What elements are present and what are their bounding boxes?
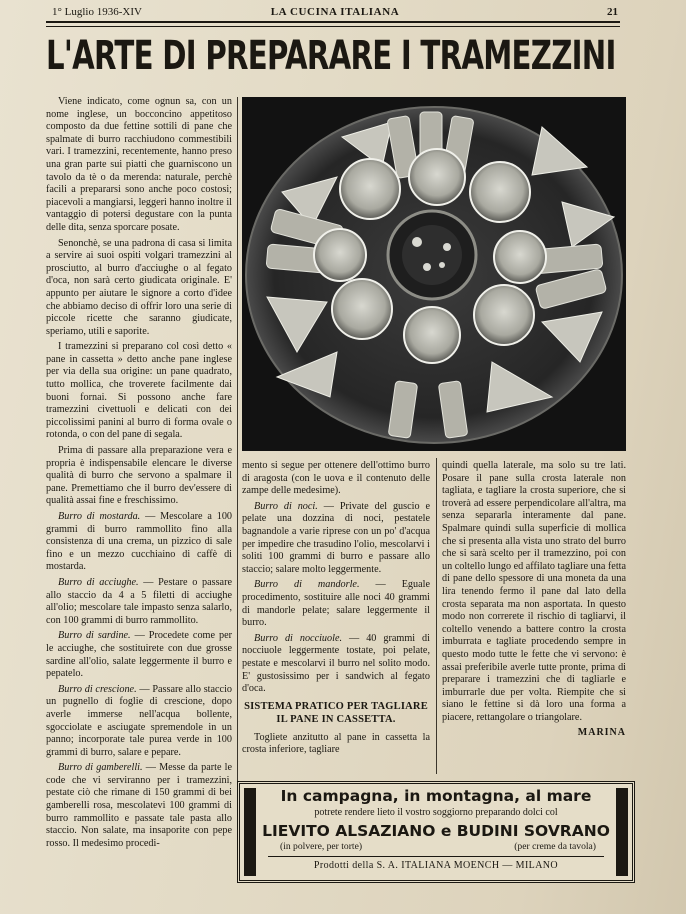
section-heading: SISTEMA PRATICO PER TAGLIARE IL PANE IN CASSETTA. bbox=[244, 700, 428, 725]
paragraph-taglio: Togliete anzitutto al pane in cassetta la crosta inferiore, tagliare bbox=[242, 731, 430, 756]
recipe-name: Burro di noci. bbox=[254, 500, 318, 512]
recipe-burro-mostarda bbox=[46, 511, 232, 574]
recipe-name: Burro di acciughe. bbox=[58, 576, 139, 588]
recipe-burro-crescione bbox=[46, 684, 232, 760]
recipe-name: Burro di mandorle. bbox=[254, 579, 360, 591]
ad-note-lievito: (in polvere, per torte) bbox=[280, 841, 363, 852]
magazine-name: LA CUCINA ITALIANA bbox=[270, 6, 400, 18]
ad-products: LIEVITO ALSAZIANO e BUDINI SOVRANO bbox=[262, 822, 610, 840]
paragraph-padrona: Senonchè, se una padrona di casa si limita a servire ai suoi ospiti volgari tramezzini al prosciutto, al burro d'acciughe o al fegato d'oca, non sarà certo giudicata originale. E' appunto per aiutare le signore a corto d'idee che abbiamo deciso di offrir loro una serie di piccole ricette che saranno giudicate, speriamo, utili e saporite. bbox=[46, 237, 232, 337]
article-title: L'ARTE DI PREPARARE I TRAMEZZINI bbox=[46, 33, 616, 79]
ad-footer: Prodotti della S. A. ITALIANA MOENCH — MILANO bbox=[313, 860, 559, 871]
tramezzini-platter-photo bbox=[242, 97, 626, 451]
recipe-burro-noci bbox=[242, 501, 430, 577]
recipe-text: — Private del guscio e pelate una dozzina di noci, pestatele bagnandole a varie riprese con un po' d'acqua per impedire che trasudino l'olio, mescolarvi i soliti 100 grammi di burro e passare allo staccio; salare molto leggermente. bbox=[242, 500, 430, 575]
recipe-name: Burro di sardine. bbox=[58, 630, 131, 642]
article-column-3 bbox=[442, 460, 626, 776]
paragraph-taglio-continuation: quindi quella laterale, ma solo su tre lati. Posare il pane sulla crosta laterale non tagliata, e tagliare la crosta superiore, che si troverà ad essere perpendicolare all'altra, ma senza separarla interamente dal pane. Spalmare quindi sulla superficie di mollica che si presenta alla vista uno strato del burro che si sarà scelto per il tramezzino, poi con un coltello lungo ed affilato tagliare una fetta di pane dello spessore di una moneta da una lira tenendo fermo il pane dal lato della crosta separata ma non asportata. In questo modo non correrete il rischio di tagliarvi, il coltello venendo a battere contro la crosta imburrata e tagliate procedendo sempre in questo modo tutte le fette che vi servono: è assai preferibile averle tutte pronte, prima di preparare i tramezzini che di tagliarle e imburrarle due per volta. Riempite che si siano le fettine si dà loro una forma a piacere, rettangolare o triangolare. bbox=[442, 460, 626, 723]
recipe-text: — Pestare o passare allo staccio da 4 a 5 filetti di acciughe all'olio; mescolare tale impasto senza salarlo, con 100 grammi di burro rammollito. bbox=[46, 576, 232, 626]
header-rule-thin bbox=[46, 26, 620, 27]
issue-date: 1° Luglio 1936-XIV bbox=[52, 6, 142, 18]
paragraph-burro-intro: Prima di passare alla preparazione vera e propria è indispensabile elencare le diverse qualità di burro che servono a spalmare il pane. Premettiamo che il burro dev'essere di qualità assai fine e freschissimo. bbox=[46, 445, 232, 507]
header-rule bbox=[46, 21, 620, 23]
recipe-burro-acciughe bbox=[46, 577, 232, 627]
advertisement-box bbox=[237, 781, 635, 883]
recipe-text: — Eguale procedimento, sostituire alle noci 40 grammi di mandorle pelate; salare leggermente il burro. bbox=[242, 579, 430, 629]
recipe-burro-mandorle bbox=[242, 579, 430, 629]
ad-headline: In campagna, in montagna, al mare bbox=[280, 787, 592, 805]
ad-divider bbox=[268, 856, 604, 857]
ad-right-bar bbox=[616, 788, 628, 876]
paragraph-intro: Viene indicato, come ognun sa, con un nome inglese, un bocconcino appetitoso composto da due fettine sottili di pane che spalmate di burro racchiudono commestibili vari. I tramezzini, recentemente, hanno preso una gran parte sui piatti che guarniscono un tavolo da tè o da merenda: naturale, perchè facili a prepararsi sono anche poco costosi; piacevoli a mangiarsi, leggeri hanno inoltre il vantaggio di potersi degustare con la punta delle dita, senza sporcare posate. bbox=[46, 96, 232, 233]
paragraph-pane-in-cassetta: I tramezzini si preparano col così detto « pane in cassetta » detto anche pane inglese per via della sua origine: un pane quadrato, tutto mollica, che troverete facilmente dai buoni fornai. Si possono anche fare tramezzini civettuoli e delicati con dei piccolissimi panini al burro di forma ovale o rotonda, o con del pane di segala. bbox=[46, 341, 232, 441]
recipe-name: Burro di crescione. bbox=[58, 683, 137, 695]
recipe-text: — Procedete come per le acciughe, che sostituirete con due grosse sardine all'olio, salate leggermente il burro e pepatelo. bbox=[46, 630, 232, 680]
recipe-name: Burro di gamberelli. bbox=[58, 762, 143, 774]
recipe-text: — 40 grammi di nocciuole leggermente tostate, poi pelate, pestate e mescolarvi il burro nel solito modo. E' gustosissimo per i sandwich al fegato d'oca. bbox=[242, 632, 430, 695]
ad-content bbox=[262, 786, 610, 878]
paragraph-aragosta: mento si segue per ottenere dell'ottimo burro di aragosta (con le uova e il contenuto delle zampe delle medesime). bbox=[242, 460, 430, 497]
recipe-text: — Messe da parte le code che vi serviranno per i tramezzini, pestate ciò che rimane di 150 grammi di bei gamberelli rosa, mescolatevi 100 grammi di burro rammollito e passate tale pasta allo staccio. Non salate, ma insaporite con pepe rosso. Il medesimo procedi- bbox=[46, 762, 232, 849]
platter-illustration bbox=[242, 97, 626, 451]
recipe-name: Burro di mostarda. bbox=[58, 511, 141, 522]
column-divider bbox=[436, 458, 437, 774]
ad-subline: potrete rendere lieto il vostro soggiorno preparando dolci col bbox=[314, 807, 558, 818]
recipe-name: Burro di nocciuole. bbox=[254, 632, 343, 644]
ad-left-bar bbox=[244, 788, 256, 876]
page-header bbox=[52, 6, 618, 22]
recipe-text: — Mescolare a 100 grammi di burro rammollito fino alla consistenza di una crema, un pizzico di sale fino e un mezzo cucchiaino di caffè di mostarda. bbox=[46, 511, 232, 573]
article-column-2 bbox=[242, 460, 430, 776]
author-signature: MARINA bbox=[577, 727, 626, 739]
ad-product-notes bbox=[262, 841, 610, 853]
recipe-burro-sardine bbox=[46, 630, 232, 680]
recipe-burro-gamberelli bbox=[46, 762, 232, 850]
ad-note-budini: (per creme da tavola) bbox=[514, 841, 596, 852]
recipe-text: — Passare allo staccio un pugnello di foglie di crescione, dopo averle immerse nell'acqua bollente, sgocciolate e asciugate spremendole in un panno; incorporate tale purea verde in 100 grammi di burro, salare e pepare. bbox=[46, 683, 232, 758]
page-number: 21 bbox=[607, 6, 618, 18]
article-column-1 bbox=[46, 96, 232, 886]
recipe-burro-nocciuole bbox=[242, 633, 430, 696]
column-divider bbox=[237, 97, 238, 883]
